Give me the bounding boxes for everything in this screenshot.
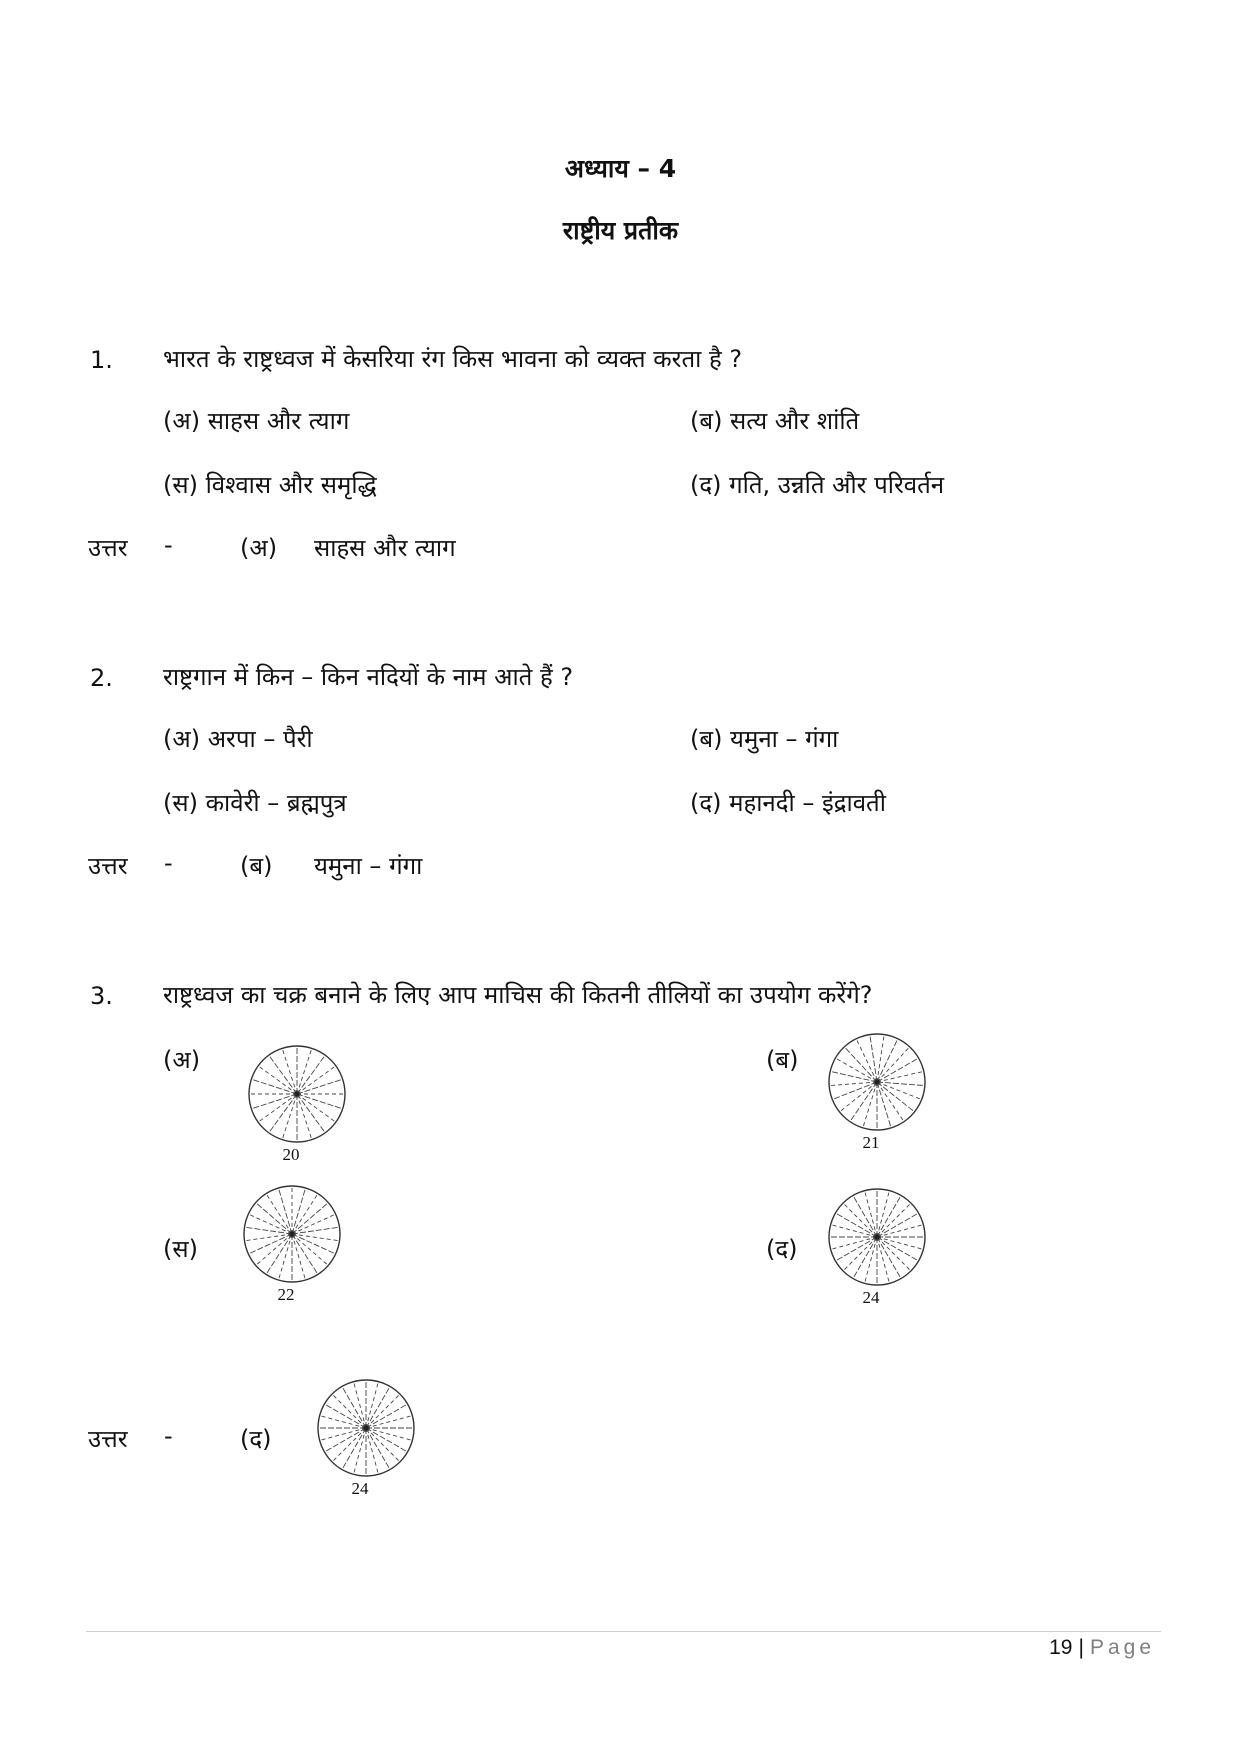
wheel-spoke: [877, 1191, 889, 1237]
wheel-spoke: [835, 1058, 877, 1082]
wheel-hub: [875, 1235, 880, 1240]
wheel-21-image: [826, 1031, 928, 1133]
question-3-option-d-key: (द): [766, 1235, 798, 1263]
wheel-spoke: [877, 1082, 904, 1122]
wheel-spoke: [844, 1047, 877, 1082]
wheel-spoke: [297, 1094, 343, 1109]
question-3-option-a-key: (अ): [163, 1046, 201, 1074]
question-2-number: 2.: [90, 664, 113, 692]
wheel-spoke: [865, 1191, 877, 1237]
wheel-spoke: [282, 1094, 297, 1140]
wheel-spoke: [258, 1066, 297, 1094]
wheel-spoke: [297, 1066, 336, 1094]
question-1-option-a: (अ) साहस और त्याग: [163, 407, 350, 435]
question-1-option-b: (ब) सत्य और शांति: [690, 407, 860, 435]
chakra-wheel: [826, 1186, 928, 1288]
answer-2-dash: -: [164, 849, 173, 877]
question-1-option-c: (स) विश्वास और समृद्धि: [163, 471, 377, 499]
wheel-spoke: [829, 1082, 877, 1086]
wheel-spoke: [297, 1094, 325, 1133]
wheel-spoke: [354, 1382, 366, 1428]
wheel-hub: [295, 1092, 300, 1097]
wheel-24-image: [826, 1186, 928, 1288]
wheel-spoke: [877, 1082, 915, 1112]
answer-3-key: (द): [240, 1425, 272, 1453]
wheel-spoke: [320, 1428, 366, 1440]
question-1-number: 1.: [90, 346, 113, 374]
wheel-spoke: [320, 1416, 366, 1428]
answer-1-key: (अ): [240, 534, 278, 562]
page-footer: [1049, 1636, 1155, 1660]
footer-divider: [86, 1631, 1161, 1632]
wheel-spoke: [877, 1237, 923, 1249]
answer-2-label: उत्तर: [88, 852, 128, 880]
wheel-spoke: [366, 1428, 412, 1440]
wheel-hub: [290, 1232, 295, 1237]
wheel-20-label: 20: [282, 1145, 300, 1164]
wheel-spoke: [366, 1382, 378, 1428]
wheel-spoke: [877, 1071, 924, 1082]
wheel-spoke: [366, 1428, 378, 1474]
answer-1-dash: -: [164, 531, 173, 559]
question-3-text: राष्ट्रध्वज का चक्र बनाने के लिए आप माचिस की कितनी तीलियों का उपयोग करेंगे?: [163, 981, 873, 1009]
chakra-wheel: [246, 1043, 348, 1145]
wheel-spoke: [366, 1416, 412, 1428]
wheel-spoke: [269, 1094, 297, 1133]
chakra-wheel: [826, 1031, 928, 1133]
question-2-option-c: (स) कावेरी – ब्रह्मपुत्र: [163, 789, 347, 817]
answer-3-dash: -: [164, 1422, 173, 1450]
wheel-spoke: [863, 1082, 877, 1128]
wheel-spoke: [256, 1203, 292, 1234]
question-3-number: 3.: [90, 982, 113, 1010]
wheel-hub: [364, 1426, 369, 1431]
footer-separator: |: [1078, 1636, 1084, 1659]
wheel-22-label: 22: [277, 1285, 295, 1304]
wheel-spoke: [297, 1094, 312, 1140]
wheel-spoke: [292, 1188, 306, 1234]
wheel-spoke: [248, 1214, 292, 1234]
wheel-spoke: [282, 1048, 297, 1094]
wheel-spoke: [839, 1082, 877, 1112]
wheel-spoke: [831, 1225, 877, 1237]
wheel-spoke: [297, 1048, 312, 1094]
answer-1-label: उत्तर: [88, 534, 128, 562]
answer-2-key: (ब): [240, 852, 273, 880]
chapter-heading: अध्याय – 4: [564, 154, 677, 183]
wheel-spoke: [278, 1234, 292, 1280]
wheel-spoke: [877, 1082, 922, 1100]
chakra-wheel: [241, 1183, 343, 1285]
question-2-text: राष्ट्रगान में किन – किन नदियों के नाम आते हैं ?: [163, 663, 574, 691]
wheel-spoke: [831, 1237, 877, 1249]
chapter-title: राष्ट्रीय प्रतीक: [562, 216, 679, 245]
page-label: Page: [1089, 1636, 1155, 1659]
wheel-hub: [875, 1080, 880, 1085]
question-2-option-b: (ब) यमुना – गंगा: [690, 725, 839, 753]
question-3-option-b-key: (ब): [766, 1046, 799, 1074]
wheel-spoke: [297, 1094, 336, 1122]
question-2-option-a: (अ) अरपा – पैरी: [163, 725, 313, 753]
wheel-spoke: [297, 1055, 325, 1094]
page-number: 19: [1049, 1636, 1073, 1659]
wheel-21-label: 21: [862, 1133, 880, 1152]
wheel-spoke: [292, 1203, 328, 1234]
answer-3-label: उत्तर: [88, 1425, 128, 1453]
question-2-option-d: (द) महानदी – इंद्रावती: [690, 789, 886, 817]
wheel-22-image: [241, 1183, 343, 1285]
wheel-spoke: [865, 1237, 877, 1283]
wheel-spoke: [278, 1188, 292, 1234]
wheel-20-image: [246, 1043, 348, 1145]
wheel-spoke: [292, 1234, 318, 1274]
answer-1-text: साहस और त्याग: [314, 534, 456, 562]
wheel-spoke: [258, 1094, 297, 1122]
answer-wheel-24-image: [315, 1377, 417, 1479]
wheel-spoke: [292, 1234, 306, 1280]
wheel-spoke: [297, 1079, 343, 1094]
wheel-spoke: [877, 1082, 891, 1128]
chakra-wheel: [315, 1377, 417, 1479]
wheel-spoke: [266, 1234, 292, 1274]
wheel-spoke: [251, 1094, 297, 1109]
wheel-spoke: [850, 1082, 877, 1122]
question-1-option-d: (द) गति, उन्नति और परिवर्तन: [690, 471, 945, 499]
wheel-spoke: [877, 1225, 923, 1237]
wheel-spoke: [830, 1071, 877, 1082]
wheel-spoke: [269, 1055, 297, 1094]
answer-2-text: यमुना – गंगा: [314, 852, 423, 880]
question-1-text: भारत के राष्ट्रध्वज में केसरिया रंग किस भावना को व्यक्त करता है ?: [163, 345, 743, 373]
answer-wheel-label: 24: [351, 1479, 369, 1498]
wheel-spoke: [292, 1214, 336, 1234]
wheel-24-label: 24: [862, 1288, 880, 1307]
wheel-spoke: [354, 1428, 366, 1474]
question-3-option-c-key: (स): [163, 1235, 198, 1263]
wheel-spoke: [877, 1237, 889, 1283]
wheel-spoke: [251, 1079, 297, 1094]
